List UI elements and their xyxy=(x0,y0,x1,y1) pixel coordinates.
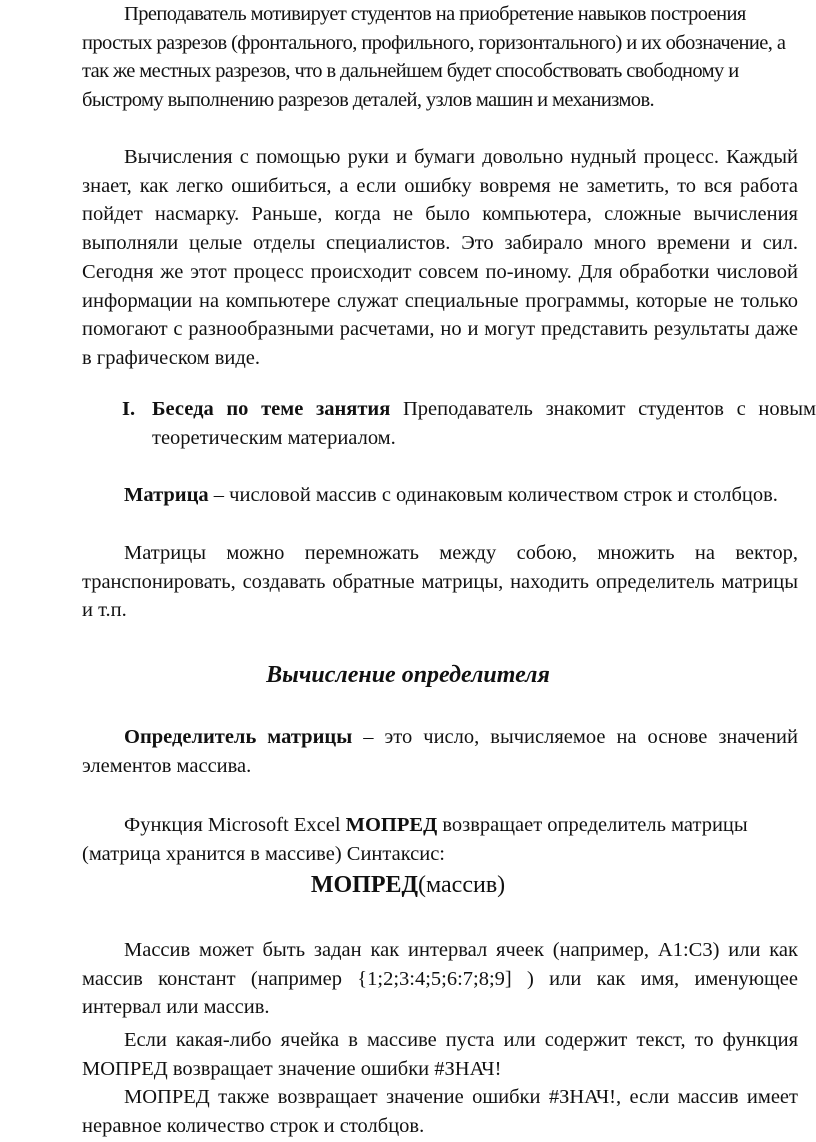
list-item-title: Беседа по теме занятия xyxy=(152,398,391,420)
determinant-term: Определитель матрицы xyxy=(124,726,353,748)
array-paragraph: Массив может быть задан как интервал ячеек (например, A1:C3) или как массив констант (например {1;2;3:4;5;6:7;8;9] ) или как имя, именующее интервал или массив. xyxy=(82,939,798,1019)
empty-cell-paragraph: Если какая-либо ячейка в массиве пуста или содержит текст, то функция МОПРЕД возвращает значение ошибки #ЗНАЧ! xyxy=(82,1029,798,1080)
formula-args: (массив) xyxy=(418,872,506,898)
function-intro-before: Функция Microsoft Excel xyxy=(124,814,346,836)
syntax-formula xyxy=(0,872,816,899)
function-intro xyxy=(82,811,798,868)
matrix-definition xyxy=(82,481,798,510)
list-item-text: Преподаватель знакомит студентов с новым теоретическим материалом. xyxy=(152,398,816,449)
calculations-paragraph: Вычисления с помощью руки и бумаги довольно нудный процесс. Каждый знает, как легко ошибиться, а если ошибку вовремя не заметить, то вся работа пойдет насмарку. Раньше, когда не было компьютера, сложные вычисления выполняли целые отделы специалистов. Это забирало много времени и сил. Сегодня же этот процесс происходит совсем по-иному. Для обработки числовой информации на компьютере служат специальные программы, которые не только помогают с разнообразными расчетами, но и могут представить результаты даже в графическом виде. xyxy=(82,146,798,369)
matrix-operations-paragraph: Матрицы можно перемножать между собою, множить на вектор, транспонировать, создавать обратные матрицы, находить определитель матрицы и т.п. xyxy=(82,542,798,622)
list-number: I. xyxy=(122,398,136,420)
list-item-conversation xyxy=(122,395,816,452)
matrix-definition-text: – числовой массив с одинаковым количеством строк и столбцов. xyxy=(208,484,778,506)
determinant-definition xyxy=(82,723,798,780)
intro-paragraph: Преподаватель мотивирует студентов на приобретение навыков построения простых разрезов (фронтального, профильного, горизонтального) и их обозначение, а так же местных разрезов, что в дальнейшем будет способствовать свободному и быстрому выполнению разрезов деталей, узлов машин и механизмов. xyxy=(82,3,786,112)
function-intro-after: возвращает определитель матрицы (матрица хранится в массиве) Синтаксис: xyxy=(82,814,748,865)
unequal-size-paragraph: МОПРЕД также возвращает значение ошибки #ЗНАЧ!, если массив имеет неравное количество строк и столбцов. xyxy=(82,1086,798,1137)
section-heading: Вычисление определителя xyxy=(266,662,550,688)
matrix-term: Матрица xyxy=(124,484,209,506)
formula-function: МОПРЕД xyxy=(310,872,419,898)
function-name: МОПРЕД xyxy=(345,814,438,836)
determinant-definition-text: – это число, вычисляемое на основе значений элементов массива. xyxy=(82,726,798,777)
